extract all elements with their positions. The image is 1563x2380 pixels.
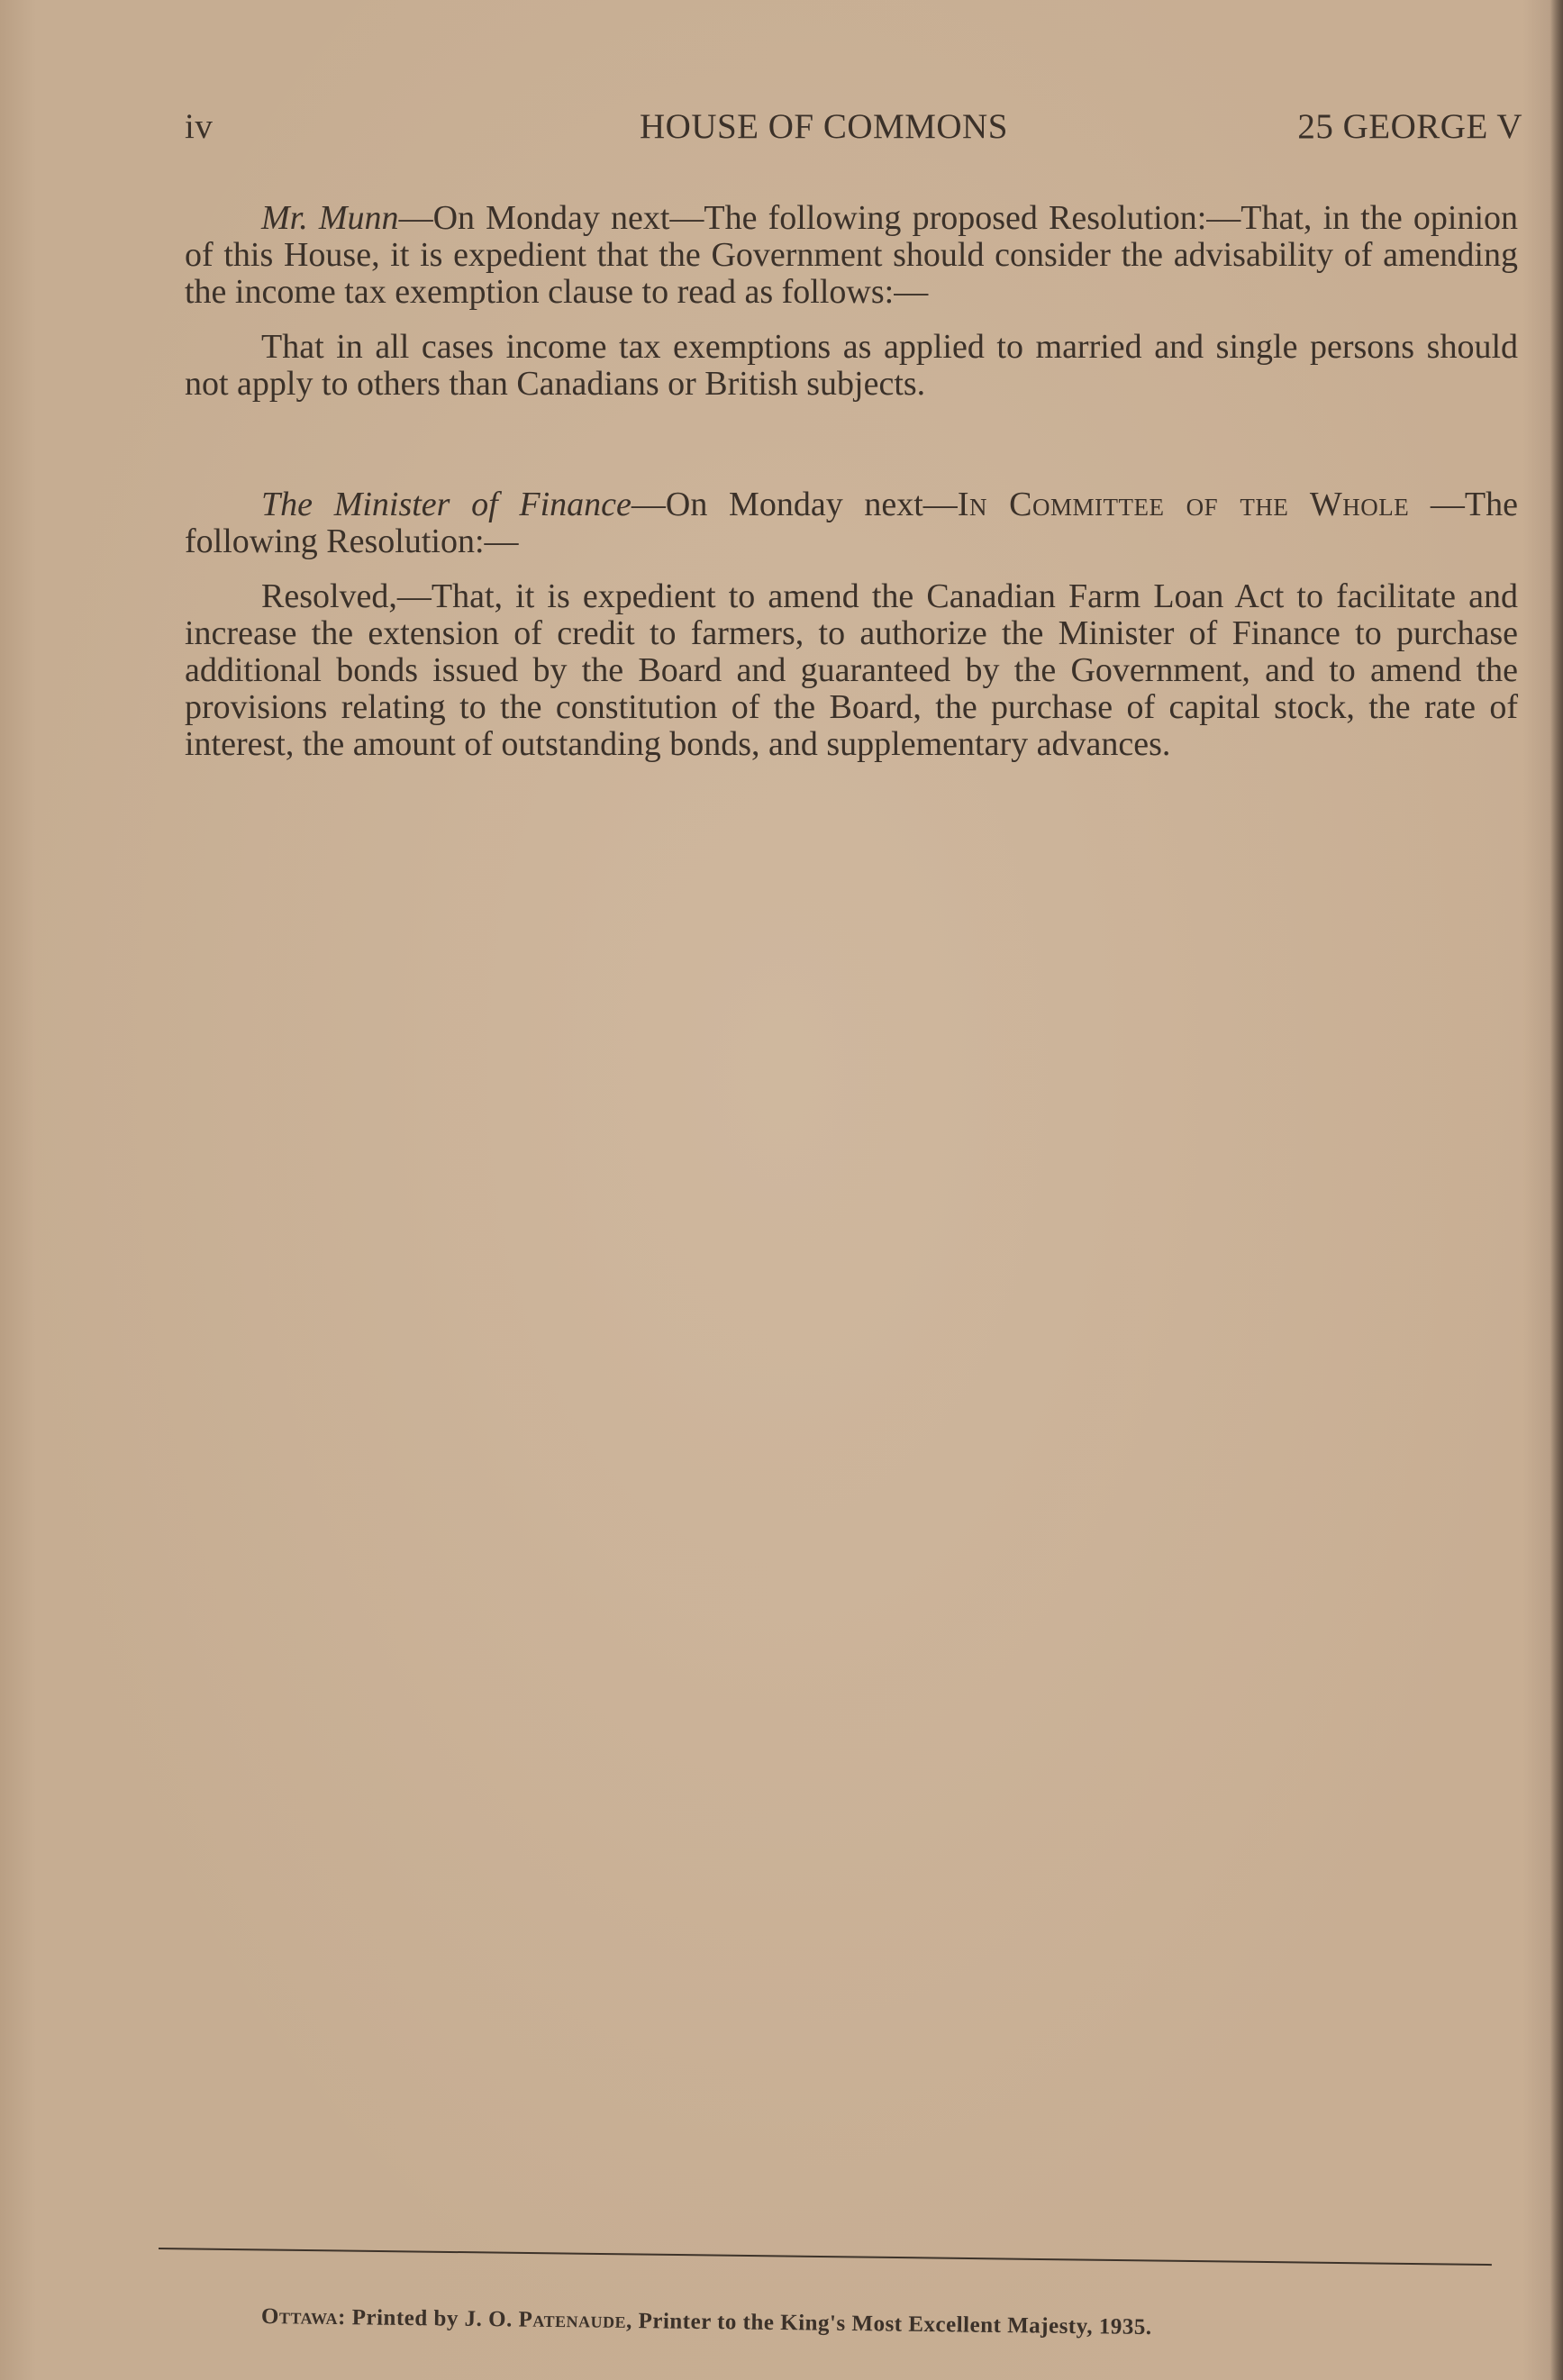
imprint-place: Ottawa: (260, 2304, 347, 2330)
imprint-rest: , Printer to the King's Most Excellent Majesty, 1935. (625, 2308, 1152, 2340)
footer-rule (159, 2248, 1492, 2266)
notice-finance-intro-b: —The following Resolution:— (185, 486, 1518, 560)
header-title: HOUSE OF COMMONS (640, 107, 1008, 146)
notice-munn-member: Mr. Munn (261, 199, 399, 237)
imprint-printed-by: Printed by J. O. (345, 2305, 519, 2332)
imprint-printer: Patenaude (518, 2307, 627, 2333)
header-reign: 25 GEORGE V (1297, 107, 1522, 146)
notice-finance-member: The Minister of Finance (261, 486, 632, 523)
notice-finance-intro-a: —On Monday next— (631, 486, 958, 523)
notice-munn (185, 200, 1518, 403)
notice-finance (185, 486, 1518, 763)
printer-imprint (261, 2304, 1152, 2340)
page-number: iv (185, 107, 214, 146)
notice-finance-intro (185, 486, 1518, 560)
notice-munn-resolution: That in all cases income tax exemptions as applied to married and single persons should not apply to others than Canadians or British subjects. (185, 328, 1518, 403)
running-header (185, 106, 1522, 151)
notice-munn-intro-text: —On Monday next—The following proposed Resolution:—That, in the opinion of this House, it is expedient that the Government should consider the advisability of amending the income tax exemption clause to read as follows:— (185, 199, 1519, 311)
page-spine-shadow (1550, 0, 1563, 2380)
notice-munn-intro (185, 200, 1518, 311)
notice-finance-committee: In Committee of the Whole (957, 486, 1410, 523)
notice-finance-resolution: Resolved,—That, it is expedient to amend the Canadian Farm Loan Act to facilitate and increase the extension of credit to farmers, to authorize the Minister of Finance to purchase additional bonds issued by the Board and guaranteed by the Government, and to amend the provisions relating to the constitution of the Board, the purchase of capital stock, the rate of interest, the amount of outstanding bonds, and supplementary advances. (185, 577, 1518, 763)
